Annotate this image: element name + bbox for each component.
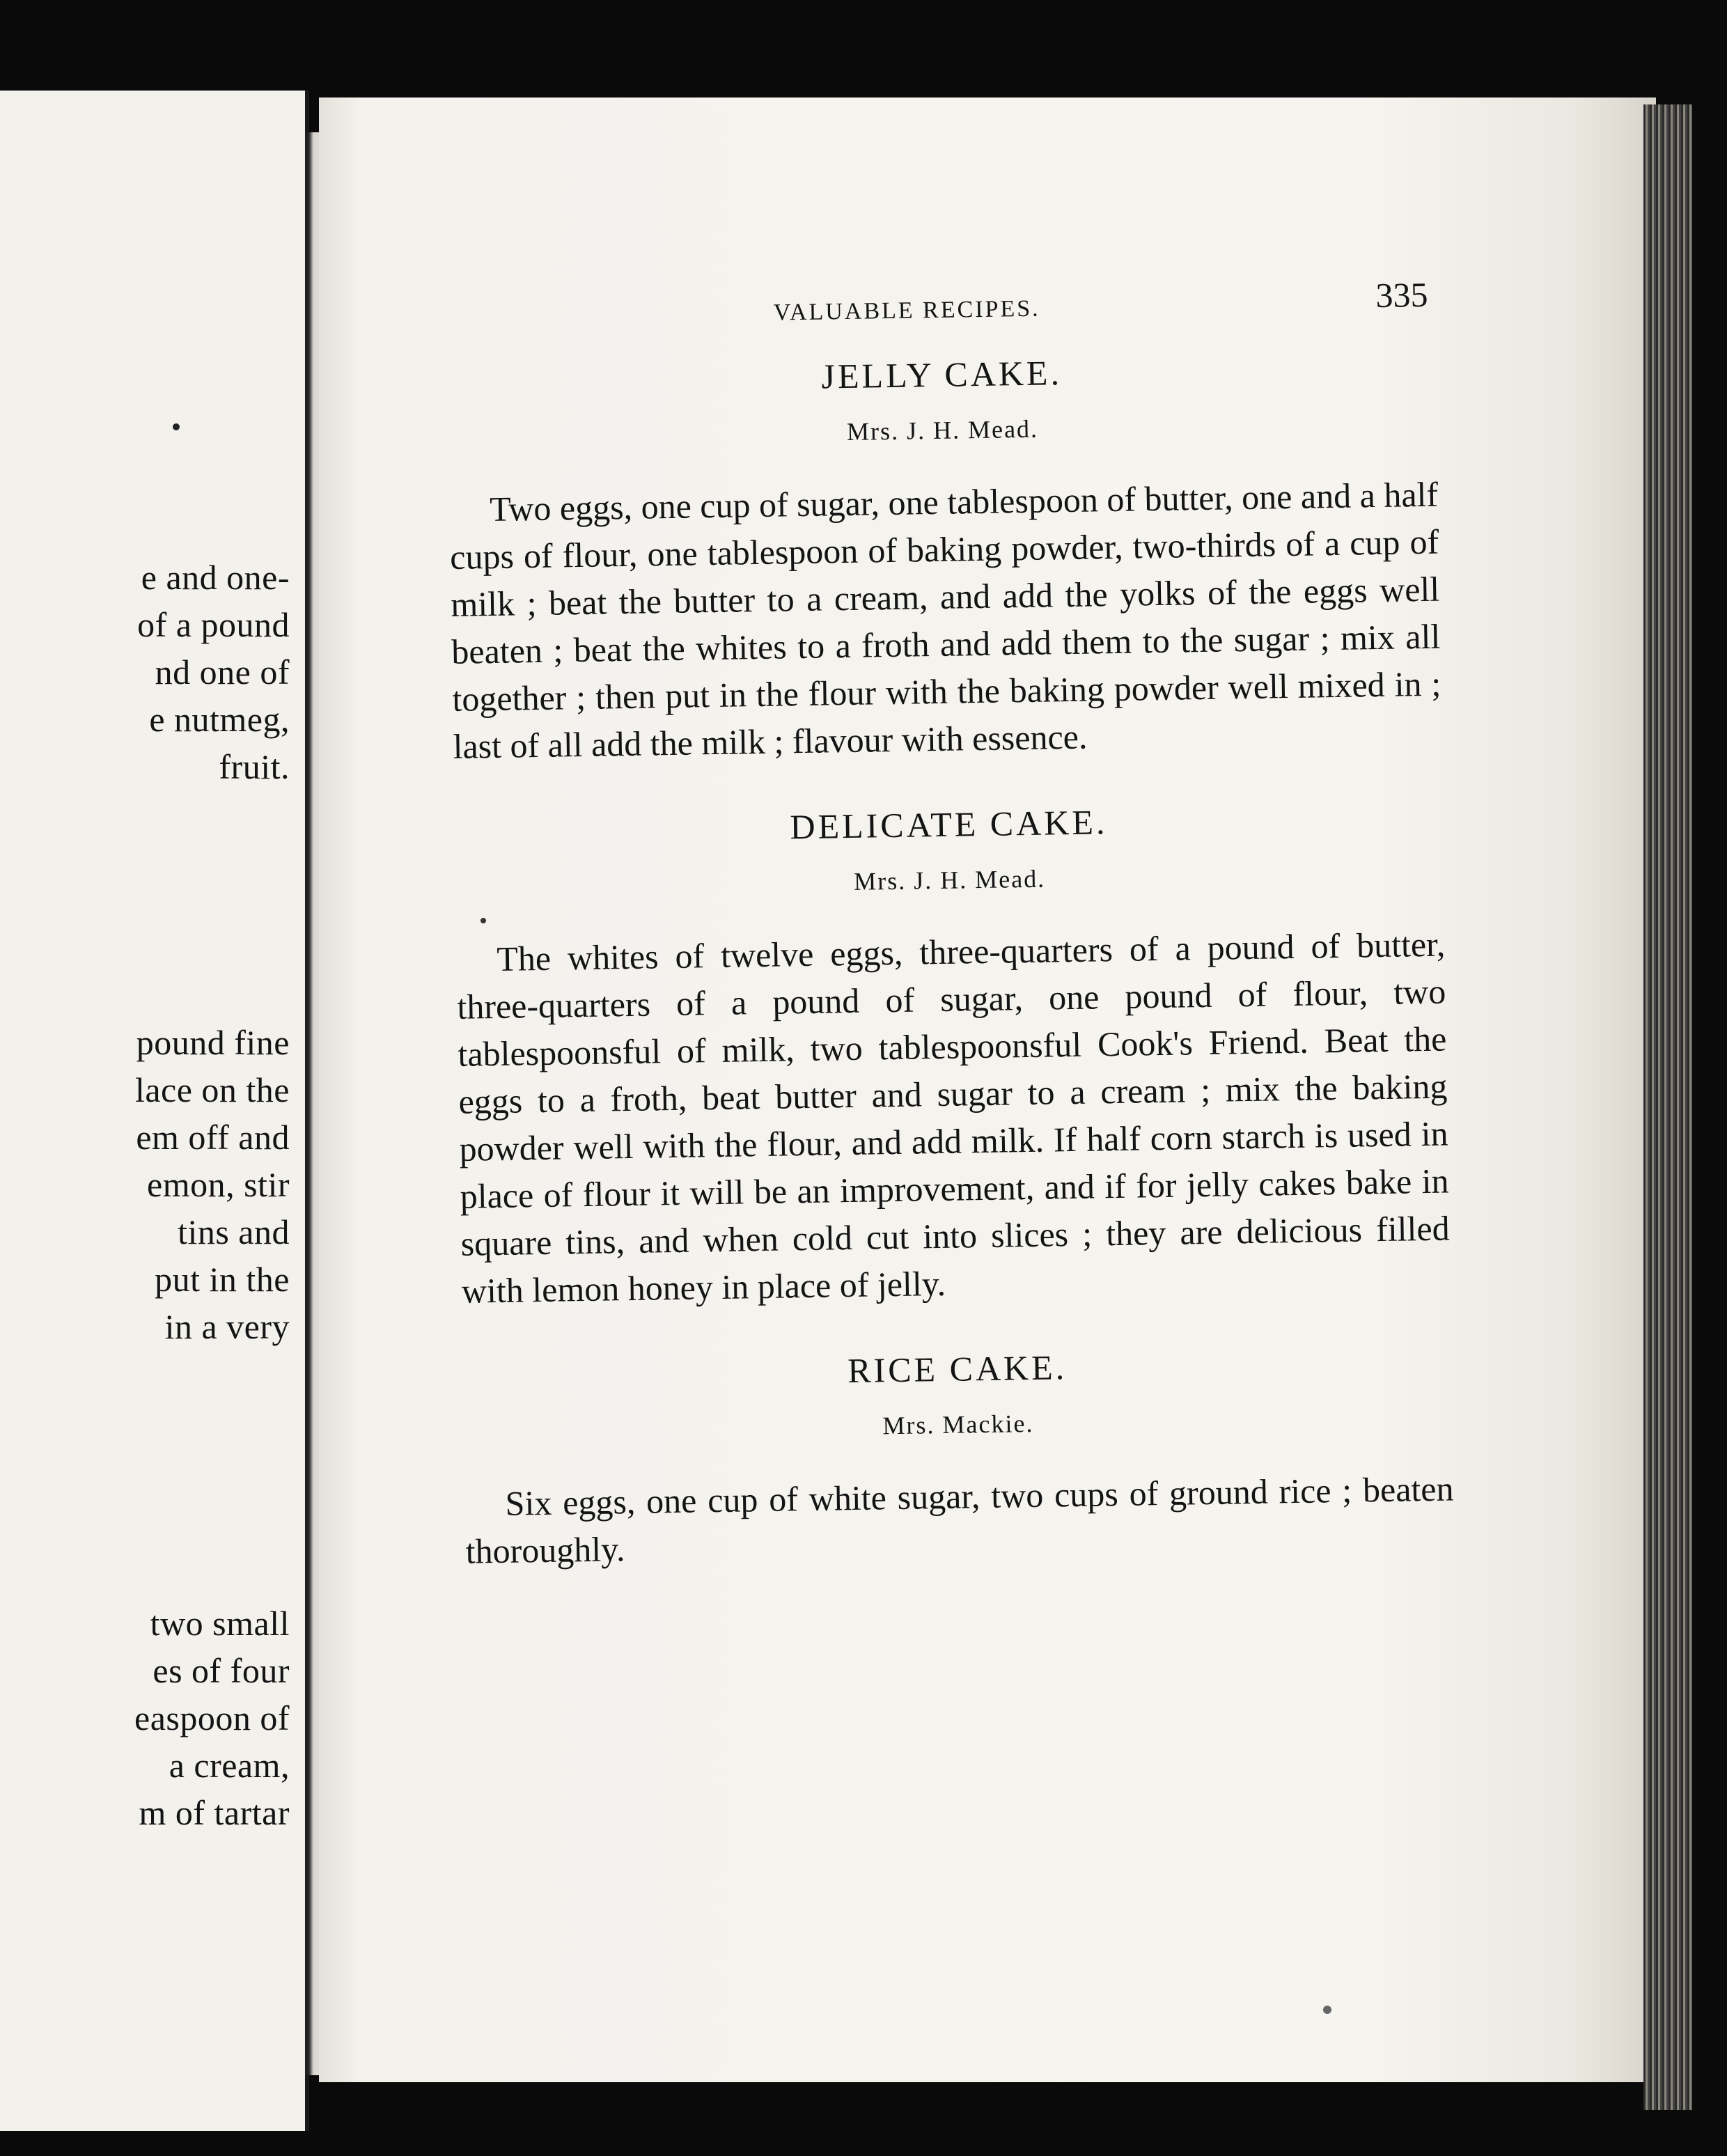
left-page-line: of a pound [137, 605, 290, 644]
recipe-body: Six eggs, one cup of white sugar, two cups of ground rice ; beaten thoroughly. [465, 1469, 1454, 1571]
recipe-title: DELICATE CAKE. [790, 802, 1108, 847]
recipe-body: The whites of twelve eggs, three-quarters of a pound of butter, three-quarters of a pound of sugar, one pound of flour, two tablespoonsful of milk, two tablespoonsful Cook's Friend. Beat the eggs to a froth, beat butter and sugar to a cream ; mix the baking powder well with the flour, and add milk. If half corn starch is used in place of flour it will be an improvement, and if for jelly cakes bake in square tins, and when cold cut into slices ; they are delicious filled with lemon honey in place of jelly. [456, 924, 1451, 1311]
recipe-jelly-cake [447, 347, 1442, 770]
recipe-title: JELLY CAKE. [821, 353, 1063, 396]
left-page-line: tins and [178, 1212, 290, 1251]
recipe-body: Two eggs, one cup of sugar, one tablespoon of butter, one and a half cups of flour, one tablespoon of baking powder, two-thirds of a cup of milk ; beat the butter to a cream, and add the yolks of the eggs well beaten ; beat the whites to a froth and add them to the sugar ; mix all together ; then put in the flour with the baking powder well mixed in ; last of all add the milk ; flavour with essence. [449, 474, 1441, 766]
recipe-author: Mrs. Mackie. [882, 1409, 1034, 1440]
ink-speck [173, 423, 180, 430]
left-page-line: easpoon of [134, 1698, 290, 1737]
left-page-line: em off and [136, 1118, 290, 1157]
page-text [446, 263, 1455, 1617]
left-page-line: m of tartar [139, 1793, 290, 1832]
recipe-title: RICE CAKE. [847, 1348, 1068, 1391]
page-edges [1643, 104, 1692, 2110]
recipe-author: Mrs. J. H. Mead. [846, 414, 1039, 446]
left-page-line: in a very [164, 1307, 290, 1346]
left-page-line: es of four [153, 1651, 290, 1690]
recipe-rice-cake [462, 1341, 1455, 1575]
left-page-line: a cream, [169, 1746, 290, 1785]
left-page-line: emon, stir [147, 1165, 290, 1204]
recipe-delicate-cake [454, 797, 1451, 1315]
left-page-line: e and one- [141, 558, 290, 597]
left-page-line: put in the [155, 1260, 290, 1299]
left-page-line: fruit. [219, 747, 290, 786]
ink-speck [1323, 2006, 1331, 2014]
left-page-line: pound fine [136, 1023, 290, 1062]
previous-page [0, 91, 309, 2131]
left-page-line: two small [150, 1604, 290, 1643]
recipe-author: Mrs. J. H. Mead. [853, 864, 1046, 896]
page-number: 335 [1375, 274, 1428, 315]
left-page-line: lace on the [134, 1070, 290, 1109]
left-page-line: nd one of [155, 653, 290, 692]
running-title: VALUABLE RECIPES. [773, 295, 1040, 326]
left-page-line: e nutmeg, [149, 700, 290, 739]
